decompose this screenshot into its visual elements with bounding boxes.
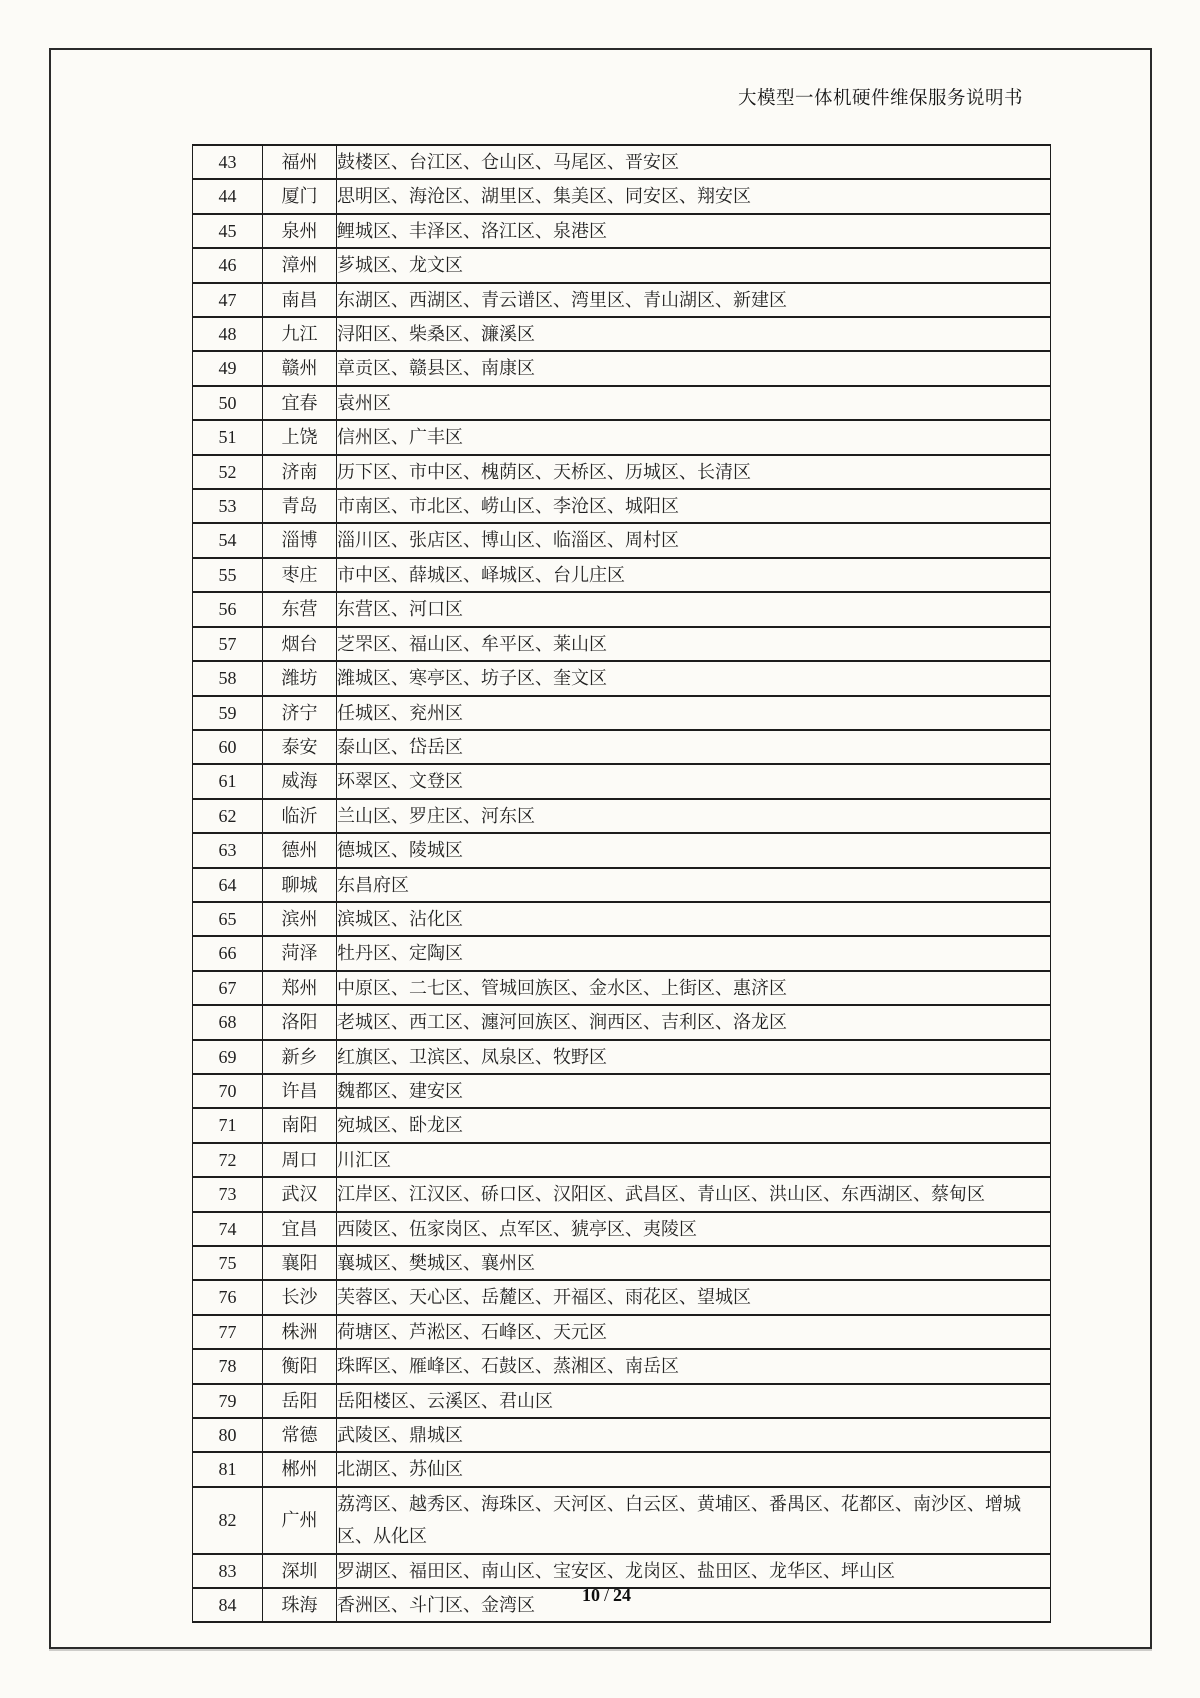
districts-list-cell: 浔阳区、柴桑区、濂溪区: [337, 317, 1051, 351]
city-name-cell: 洛阳: [263, 1005, 337, 1039]
row-number-cell: 80: [193, 1418, 263, 1452]
row-number-cell: 45: [193, 214, 263, 248]
table-row: [193, 1487, 1051, 1554]
table-row: [193, 833, 1051, 867]
table-row: [193, 179, 1051, 213]
districts-list-cell: 芝罘区、福山区、牟平区、莱山区: [337, 627, 1051, 661]
districts-list-cell: 泰山区、岱岳区: [337, 730, 1051, 764]
table-row: [193, 1005, 1051, 1039]
districts-list-cell: 任城区、兖州区: [337, 696, 1051, 730]
row-number-cell: 78: [193, 1349, 263, 1383]
row-number-cell: 57: [193, 627, 263, 661]
districts-list-cell: 滨城区、沾化区: [337, 902, 1051, 936]
table-row: [193, 1040, 1051, 1074]
districts-list-cell: 信州区、广丰区: [337, 420, 1051, 454]
table-row: [193, 1418, 1051, 1452]
row-number-cell: 61: [193, 764, 263, 798]
table-row: [193, 1452, 1051, 1486]
city-name-cell: 襄阳: [263, 1246, 337, 1280]
table-row: [193, 489, 1051, 523]
page-current: 10: [581, 1585, 600, 1605]
table-body: [193, 145, 1051, 1622]
table-row: [193, 386, 1051, 420]
row-number-cell: 74: [193, 1212, 263, 1246]
row-number-cell: 79: [193, 1384, 263, 1418]
row-number-cell: 49: [193, 351, 263, 385]
city-name-cell: 广州: [263, 1487, 337, 1554]
city-name-cell: 岳阳: [263, 1384, 337, 1418]
row-number-cell: 55: [193, 558, 263, 592]
row-number-cell: 70: [193, 1074, 263, 1108]
row-number-cell: 60: [193, 730, 263, 764]
city-name-cell: 济南: [263, 455, 337, 489]
city-name-cell: 赣州: [263, 351, 337, 385]
city-name-cell: 武汉: [263, 1177, 337, 1211]
table-row: [193, 317, 1051, 351]
districts-list-cell: 江岸区、江汉区、硚口区、汉阳区、武昌区、青山区、洪山区、东西湖区、蔡甸区: [337, 1177, 1051, 1211]
city-name-cell: 泰安: [263, 730, 337, 764]
city-name-cell: 新乡: [263, 1040, 337, 1074]
city-name-cell: 上饶: [263, 420, 337, 454]
city-name-cell: 厦门: [263, 179, 337, 213]
city-name-cell: 宜春: [263, 386, 337, 420]
districts-list-cell: 襄城区、樊城区、襄州区: [337, 1246, 1051, 1280]
districts-list-cell: 红旗区、卫滨区、凤泉区、牧野区: [337, 1040, 1051, 1074]
table-row: [193, 558, 1051, 592]
table-row: [193, 1143, 1051, 1177]
row-number-cell: 62: [193, 799, 263, 833]
page-separator: /: [603, 1585, 609, 1605]
districts-list-cell: 武陵区、鼎城区: [337, 1418, 1051, 1452]
table-row: [193, 1246, 1051, 1280]
districts-list-cell: 市南区、市北区、崂山区、李沧区、城阳区: [337, 489, 1051, 523]
row-number-cell: 76: [193, 1280, 263, 1314]
city-name-cell: 南昌: [263, 283, 337, 317]
city-name-cell: 常德: [263, 1418, 337, 1452]
districts-list-cell: 川汇区: [337, 1143, 1051, 1177]
row-number-cell: 73: [193, 1177, 263, 1211]
row-number-cell: 59: [193, 696, 263, 730]
city-name-cell: 聊城: [263, 868, 337, 902]
row-number-cell: 77: [193, 1315, 263, 1349]
districts-list-cell: 珠晖区、雁峰区、石鼓区、蒸湘区、南岳区: [337, 1349, 1051, 1383]
row-number-cell: 48: [193, 317, 263, 351]
districts-list-cell: 芙蓉区、天心区、岳麓区、开福区、雨花区、望城区: [337, 1280, 1051, 1314]
districts-list-cell: 东湖区、西湖区、青云谱区、湾里区、青山湖区、新建区: [337, 283, 1051, 317]
row-number-cell: 63: [193, 833, 263, 867]
districts-list-cell: 东营区、河口区: [337, 592, 1051, 626]
table-row: [193, 764, 1051, 798]
districts-list-cell: 岳阳楼区、云溪区、君山区: [337, 1384, 1051, 1418]
city-name-cell: 枣庄: [263, 558, 337, 592]
row-number-cell: 51: [193, 420, 263, 454]
districts-list-cell: 历下区、市中区、槐荫区、天桥区、历城区、长清区: [337, 455, 1051, 489]
row-number-cell: 56: [193, 592, 263, 626]
city-name-cell: 青岛: [263, 489, 337, 523]
row-number-cell: 54: [193, 523, 263, 557]
row-number-cell: 71: [193, 1108, 263, 1142]
city-name-cell: 衡阳: [263, 1349, 337, 1383]
table-row: [193, 248, 1051, 282]
table-row: [193, 1177, 1051, 1211]
city-name-cell: 株洲: [263, 1315, 337, 1349]
districts-list-cell: 香洲区、斗门区、金湾区: [337, 1588, 1051, 1622]
table-row: [193, 283, 1051, 317]
districts-list-cell: 芗城区、龙文区: [337, 248, 1051, 282]
table-row: [193, 351, 1051, 385]
districts-list-cell: 荔湾区、越秀区、海珠区、天河区、白云区、黄埔区、番禺区、花都区、南沙区、增城区、从化区: [337, 1487, 1051, 1554]
city-name-cell: 潍坊: [263, 661, 337, 695]
table-row: [193, 661, 1051, 695]
table-row: [193, 971, 1051, 1005]
districts-list-cell: 淄川区、张店区、博山区、临淄区、周村区: [337, 523, 1051, 557]
city-name-cell: 周口: [263, 1143, 337, 1177]
table-row: [193, 1074, 1051, 1108]
districts-list-cell: 西陵区、伍家岗区、点军区、猇亭区、夷陵区: [337, 1212, 1051, 1246]
districts-list-cell: 宛城区、卧龙区: [337, 1108, 1051, 1142]
table-row: [193, 1384, 1051, 1418]
table-row: [193, 523, 1051, 557]
row-number-cell: 81: [193, 1452, 263, 1486]
table-row: [193, 902, 1051, 936]
city-name-cell: 威海: [263, 764, 337, 798]
districts-list-cell: 荷塘区、芦淞区、石峰区、天元区: [337, 1315, 1051, 1349]
city-name-cell: 福州: [263, 145, 337, 179]
districts-list-cell: 老城区、西工区、瀍河回族区、涧西区、吉利区、洛龙区: [337, 1005, 1051, 1039]
city-name-cell: 九江: [263, 317, 337, 351]
city-name-cell: 宜昌: [263, 1212, 337, 1246]
table-row: [193, 1108, 1051, 1142]
page-number: [49, 1584, 1164, 1606]
city-name-cell: 郑州: [263, 971, 337, 1005]
table-row: [193, 592, 1051, 626]
table-row: [193, 936, 1051, 970]
row-number-cell: 46: [193, 248, 263, 282]
city-name-cell: 临沂: [263, 799, 337, 833]
table-row: [193, 455, 1051, 489]
row-number-cell: 84: [193, 1588, 263, 1622]
districts-list-cell: 袁州区: [337, 386, 1051, 420]
row-number-cell: 66: [193, 936, 263, 970]
table-row: [193, 1280, 1051, 1314]
districts-list-cell: 鼓楼区、台江区、仓山区、马尾区、晋安区: [337, 145, 1051, 179]
table-row: [193, 214, 1051, 248]
row-number-cell: 64: [193, 868, 263, 902]
table-row: [193, 799, 1051, 833]
districts-list-cell: 思明区、海沧区、湖里区、集美区、同安区、翔安区: [337, 179, 1051, 213]
districts-list-cell: 德城区、陵城区: [337, 833, 1051, 867]
table-row: [193, 1554, 1051, 1588]
city-name-cell: 珠海: [263, 1588, 337, 1622]
city-name-cell: 滨州: [263, 902, 337, 936]
table-row: [193, 1212, 1051, 1246]
city-name-cell: 郴州: [263, 1452, 337, 1486]
city-districts-table: [192, 144, 1051, 1623]
row-number-cell: 53: [193, 489, 263, 523]
document-title: 大模型一体机硬件维保服务说明书: [737, 89, 1023, 109]
table-row: [193, 696, 1051, 730]
districts-list-cell: 章贡区、赣县区、南康区: [337, 351, 1051, 385]
row-number-cell: 65: [193, 902, 263, 936]
districts-list-cell: 东昌府区: [337, 868, 1051, 902]
city-name-cell: 德州: [263, 833, 337, 867]
row-number-cell: 82: [193, 1487, 263, 1554]
table-row: [193, 730, 1051, 764]
row-number-cell: 44: [193, 179, 263, 213]
row-number-cell: 47: [193, 283, 263, 317]
row-number-cell: 58: [193, 661, 263, 695]
city-name-cell: 漳州: [263, 248, 337, 282]
city-name-cell: 泉州: [263, 214, 337, 248]
districts-list-cell: 市中区、薛城区、峄城区、台儿庄区: [337, 558, 1051, 592]
districts-list-cell: 牡丹区、定陶区: [337, 936, 1051, 970]
districts-list-cell: 鲤城区、丰泽区、洛江区、泉港区: [337, 214, 1051, 248]
table-row: [193, 1349, 1051, 1383]
city-name-cell: 许昌: [263, 1074, 337, 1108]
table-row: [193, 627, 1051, 661]
city-name-cell: 菏泽: [263, 936, 337, 970]
districts-list-cell: 罗湖区、福田区、南山区、宝安区、龙岗区、盐田区、龙华区、坪山区: [337, 1554, 1051, 1588]
table-row: [193, 145, 1051, 179]
city-name-cell: 淄博: [263, 523, 337, 557]
districts-list-cell: 环翠区、文登区: [337, 764, 1051, 798]
row-number-cell: 67: [193, 971, 263, 1005]
table-row: [193, 420, 1051, 454]
districts-list-cell: 兰山区、罗庄区、河东区: [337, 799, 1051, 833]
row-number-cell: 52: [193, 455, 263, 489]
row-number-cell: 75: [193, 1246, 263, 1280]
city-name-cell: 南阳: [263, 1108, 337, 1142]
table-row: [193, 868, 1051, 902]
districts-list-cell: 潍城区、寒亭区、坊子区、奎文区: [337, 661, 1051, 695]
row-number-cell: 50: [193, 386, 263, 420]
page-total: 24: [613, 1585, 631, 1605]
row-number-cell: 43: [193, 145, 263, 179]
table-row: [193, 1315, 1051, 1349]
row-number-cell: 83: [193, 1554, 263, 1588]
city-name-cell: 东营: [263, 592, 337, 626]
row-number-cell: 68: [193, 1005, 263, 1039]
districts-list-cell: 中原区、二七区、管城回族区、金水区、上街区、惠济区: [337, 971, 1051, 1005]
city-name-cell: 济宁: [263, 696, 337, 730]
row-number-cell: 69: [193, 1040, 263, 1074]
districts-list-cell: 北湖区、苏仙区: [337, 1452, 1051, 1486]
city-name-cell: 长沙: [263, 1280, 337, 1314]
row-number-cell: 72: [193, 1143, 263, 1177]
city-name-cell: 深圳: [263, 1554, 337, 1588]
city-name-cell: 烟台: [263, 627, 337, 661]
districts-list-cell: 魏都区、建安区: [337, 1074, 1051, 1108]
